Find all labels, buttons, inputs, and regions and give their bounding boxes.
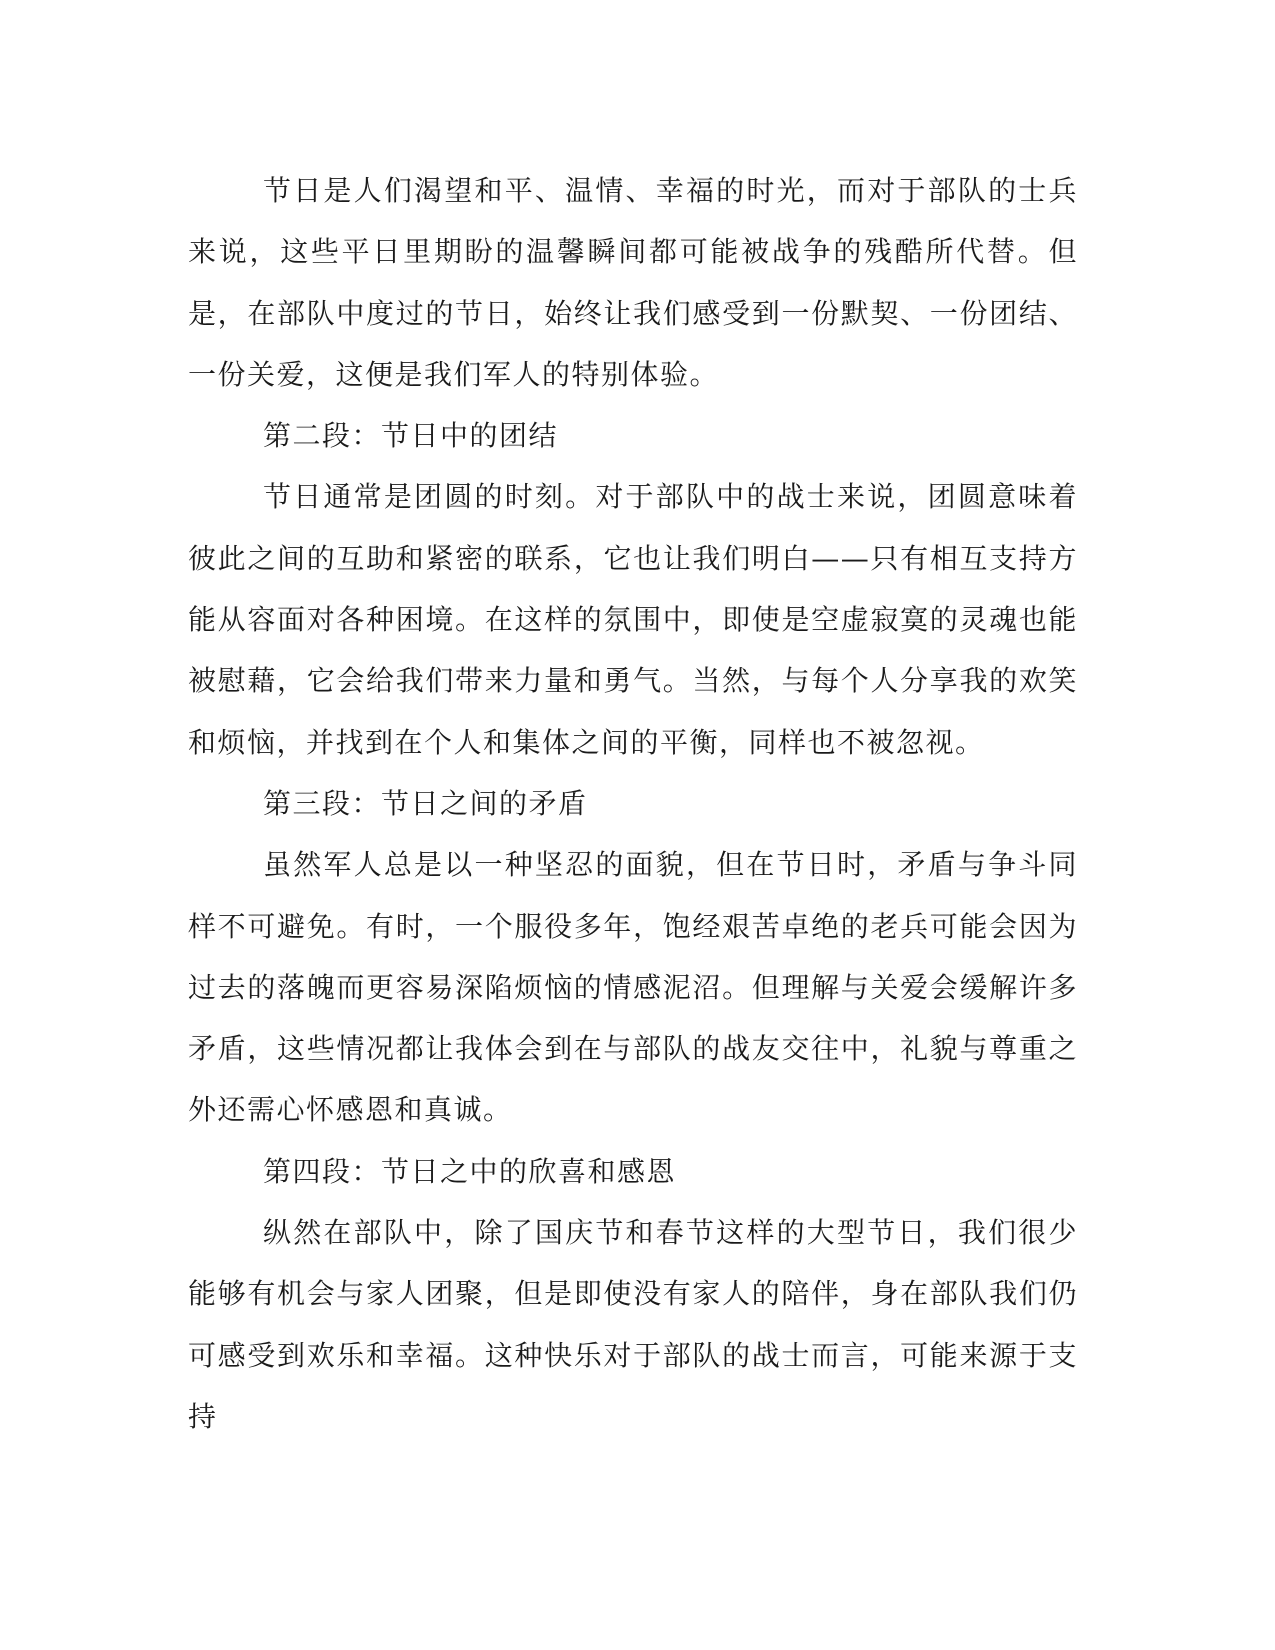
section-heading-4: 第四段：节日之中的欣喜和感恩 [263,1154,677,1188]
section-heading-3: 第三段：节日之间的矛盾 [263,786,588,820]
section-heading-2: 第二段：节日中的团结 [263,419,559,453]
paragraph-intro: 节日是人们渴望和平、温情、幸福的时光，而对于部队的士兵来说，这些平日里期盼的温馨瞬间都可能被战争的残酷所代替。但是，在部队中度过的节日，始终让我们感受到一份默契、一份团结、一份关爱，这便是我们军人的特别体验。 [188,174,1078,391]
paragraph-joy: 纵然在部队中，除了国庆节和春节这样的大型节日，我们很少能够有机会与家人团聚，但是即使没有家人的陪伴，身在部队我们仍可感受到欢乐和幸福。这种快乐对于部队的战士而言，可能来源于支持 [188,1216,1078,1433]
paragraph-conflict: 虽然军人总是以一种坚忍的面貌，但在节日时，矛盾与争斗同样不可避免。有时，一个服役多年，饱经艰苦卓绝的老兵可能会因为过去的落魄而更容易深陷烦恼的情感泥沼。但理解与关爱会缓解许多矛盾，这些情况都让我体会到在与部队的战友交往中，礼貌与尊重之外还需心怀感恩和真诚。 [188,848,1078,1127]
paragraph-unity: 节日通常是团圆的时刻。对于部队中的战士来说，团圆意味着彼此之间的互助和紧密的联系，它也让我们明白——只有相互支持方能从容面对各种困境。在这样的氛围中，即使是空虚寂寞的灵魂也能被慰藉，它会给我们带来力量和勇气。当然，与每个人分享我的欢笑和烦恼，并找到在个人和集体之间的平衡，同样也不被忽视。 [188,480,1078,759]
document-body [188,160,1078,1447]
